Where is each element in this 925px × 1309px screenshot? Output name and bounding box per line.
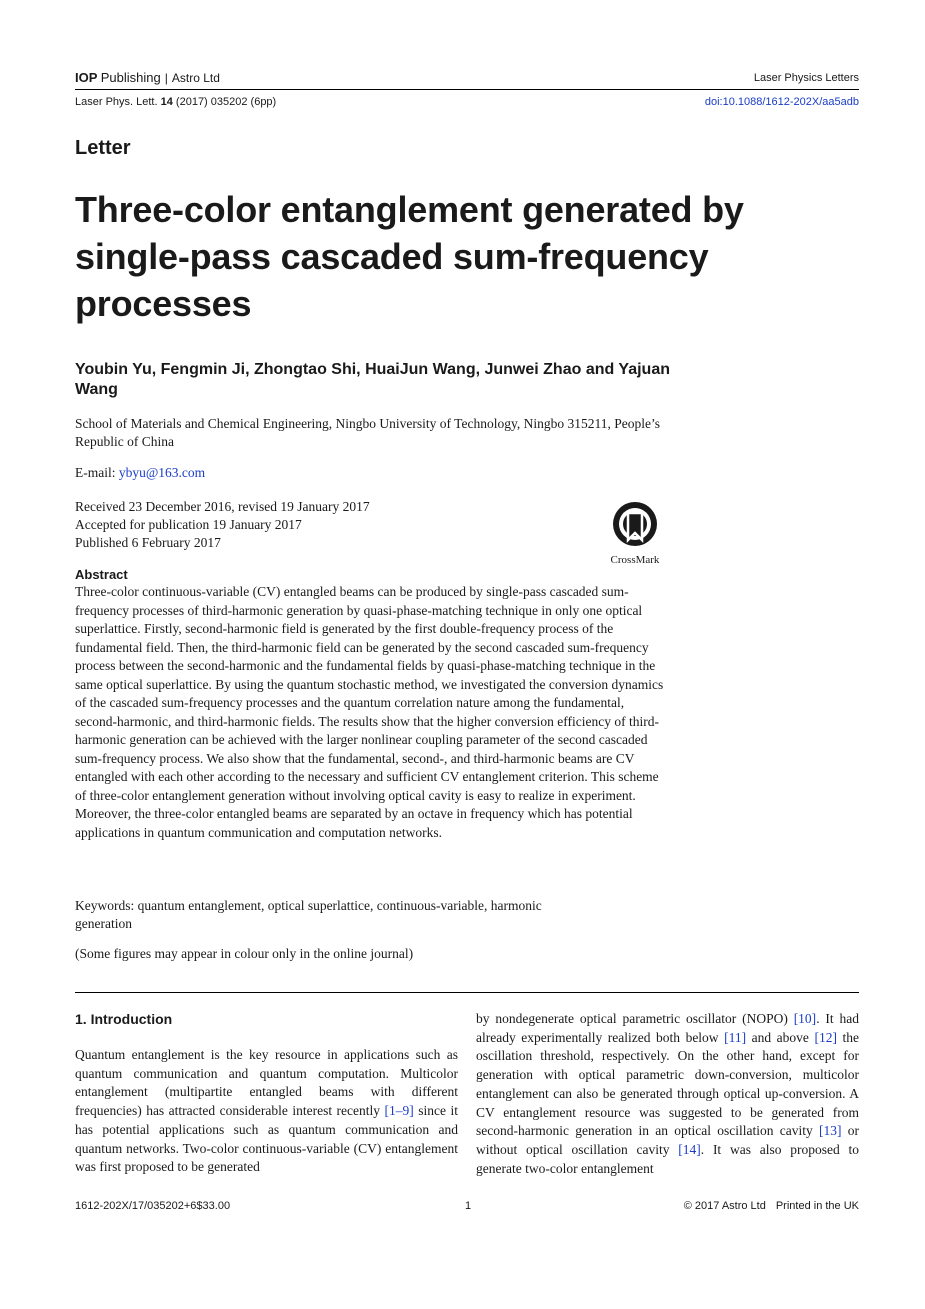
keywords: Keywords: quantum entanglement, optical superlattice, continuous-variable, harmonic generation xyxy=(75,898,542,931)
article-title: Three-color entanglement generated by single-pass cascaded sum-frequency processes xyxy=(75,189,744,324)
journal-name: Laser Physics Letters xyxy=(753,72,859,84)
email-link[interactable]: ybyu@163.com xyxy=(118,465,206,480)
section-heading-introduction: 1. Introduction xyxy=(75,1011,173,1027)
header-separator: | xyxy=(164,71,168,85)
received-date: Received 23 December 2016, revised 19 January 2017 xyxy=(75,499,370,514)
author-list: Youbin Yu, Fengmin Ji, Zhongtao Shi, HuaiJun Wang, Junwei Zhao and Yajuan Wang xyxy=(75,361,670,398)
reference-link[interactable]: [12] xyxy=(814,1029,837,1045)
citation xyxy=(75,96,276,108)
accepted-date: Accepted for publication 19 January 2017 xyxy=(75,517,302,532)
imprint-name: Astro Ltd xyxy=(171,71,220,85)
paragraph-text: since it has potential applications such as quantum communication and quantum networks. Two-color continuous-variable (CV) entanglement was first proposed to be generated xyxy=(75,1103,458,1175)
abstract-heading: Abstract xyxy=(75,567,128,582)
reference-link[interactable]: [13] xyxy=(818,1123,842,1139)
paragraph-text: . It had already experimentally realized both below xyxy=(476,1011,859,1045)
paragraph-text: the oscillation threshold, respectively. On the other hand, except for generation with optical parametric down-conversion, multicolor entanglement can also be generated through optical up-conversion. A CV entanglement resource was suggested to be generated from second-harmonic generation in an optical oscillation cavity xyxy=(476,1029,860,1139)
crossmark-badge[interactable] xyxy=(600,500,670,566)
colour-note: (Some figures may appear in colour only in the online journal) xyxy=(75,946,414,961)
crossmark-icon xyxy=(611,500,659,548)
footer-copyright xyxy=(684,1200,859,1212)
publisher-name: Publishing xyxy=(100,70,161,85)
header-divider xyxy=(75,89,859,90)
reference-link[interactable]: [1–9] xyxy=(384,1103,414,1119)
citation-volume: 14 xyxy=(160,96,173,108)
article-type: Letter xyxy=(75,137,131,159)
body-column-right xyxy=(476,1010,859,1178)
doi-link[interactable]: doi:10.1088/1612-202X/aa5adb xyxy=(704,96,859,108)
published-date: Published 6 February 2017 xyxy=(75,535,221,550)
abstract-text: Three-color continuous-variable (CV) entangled beams can be produced by single-pass cascaded sum-frequency processes of third-harmonic generation by quasi-phase-matching technique in only one optical superlattice. Firstly, second-harmonic field is generated by the first double-frequency process of the fundamental field. Then, the third-harmonic field can be generated by the second cascaded sum-frequency process between the second-harmonic and the fundamental fields by quasi-phase-matching technique in the same optical superlattice. By using the quantum stochastic method, we investigated the conversion dynamics of the cascaded sum-frequency processes and the quantum correlation nature among the fundamental, second-harmonic, and third-harmonic fields. The results show that the higher conversion efficiency of third-harmonic generation can be achieved with the larger nonlinear coupling parameter of the second cascaded sum-frequency process. We also show that the fundamental, second-, and third-harmonic beams are CV entangled with each other according to the necessary and sufficient CV entanglement criterion. This scheme of three-color entanglement generation without involving optical cavity is easy to realize in experiment. Moreover, the three-color entangled beams are separated by an octave in frequency which has potential applications in quantum communication and computation networks. xyxy=(75,584,664,840)
printed-text: Printed in the UK xyxy=(775,1200,859,1212)
paragraph-text: or without optical oscillation cavity xyxy=(476,1123,859,1157)
email-line xyxy=(75,465,205,481)
email-label: E-mail: xyxy=(75,465,116,480)
body-divider xyxy=(75,992,859,993)
publication-dates xyxy=(75,498,370,552)
reference-link[interactable]: [10] xyxy=(793,1011,817,1026)
citation-journal: Laser Phys. Lett. xyxy=(75,96,158,108)
paragraph-text: Quantum entanglement is the key resource in applications such as quantum communication and quantum computation. Multicolor entanglement (multipartite entangled beams with different frequencies) has attracted considerable interest recently xyxy=(75,1047,458,1119)
paragraph-text: and above xyxy=(746,1029,815,1045)
reference-link[interactable]: [14] xyxy=(678,1141,701,1157)
publisher-logo xyxy=(75,70,220,85)
copyright-text: © 2017 Astro Ltd xyxy=(683,1200,766,1212)
reference-link[interactable]: [11] xyxy=(724,1029,747,1045)
affiliation: School of Materials and Chemical Engineering, Ningbo University of Technology, Ningbo 315211, People’s Republic of China xyxy=(75,416,660,449)
crossmark-label: CrossMark xyxy=(610,554,660,566)
paragraph-text: . It was also proposed to generate two-color entanglement xyxy=(476,1141,859,1176)
page-number: 1 xyxy=(465,1200,472,1212)
citation-details: (2017) 035202 (6pp) xyxy=(175,96,277,108)
publisher-name-bold: IOP xyxy=(75,70,98,85)
footer-article-code: 1612-202X/17/035202+6$33.00 xyxy=(75,1200,231,1212)
body-column-left xyxy=(75,1046,458,1177)
paragraph-text: by nondegenerate optical parametric oscillator (NOPO) xyxy=(476,1011,794,1026)
